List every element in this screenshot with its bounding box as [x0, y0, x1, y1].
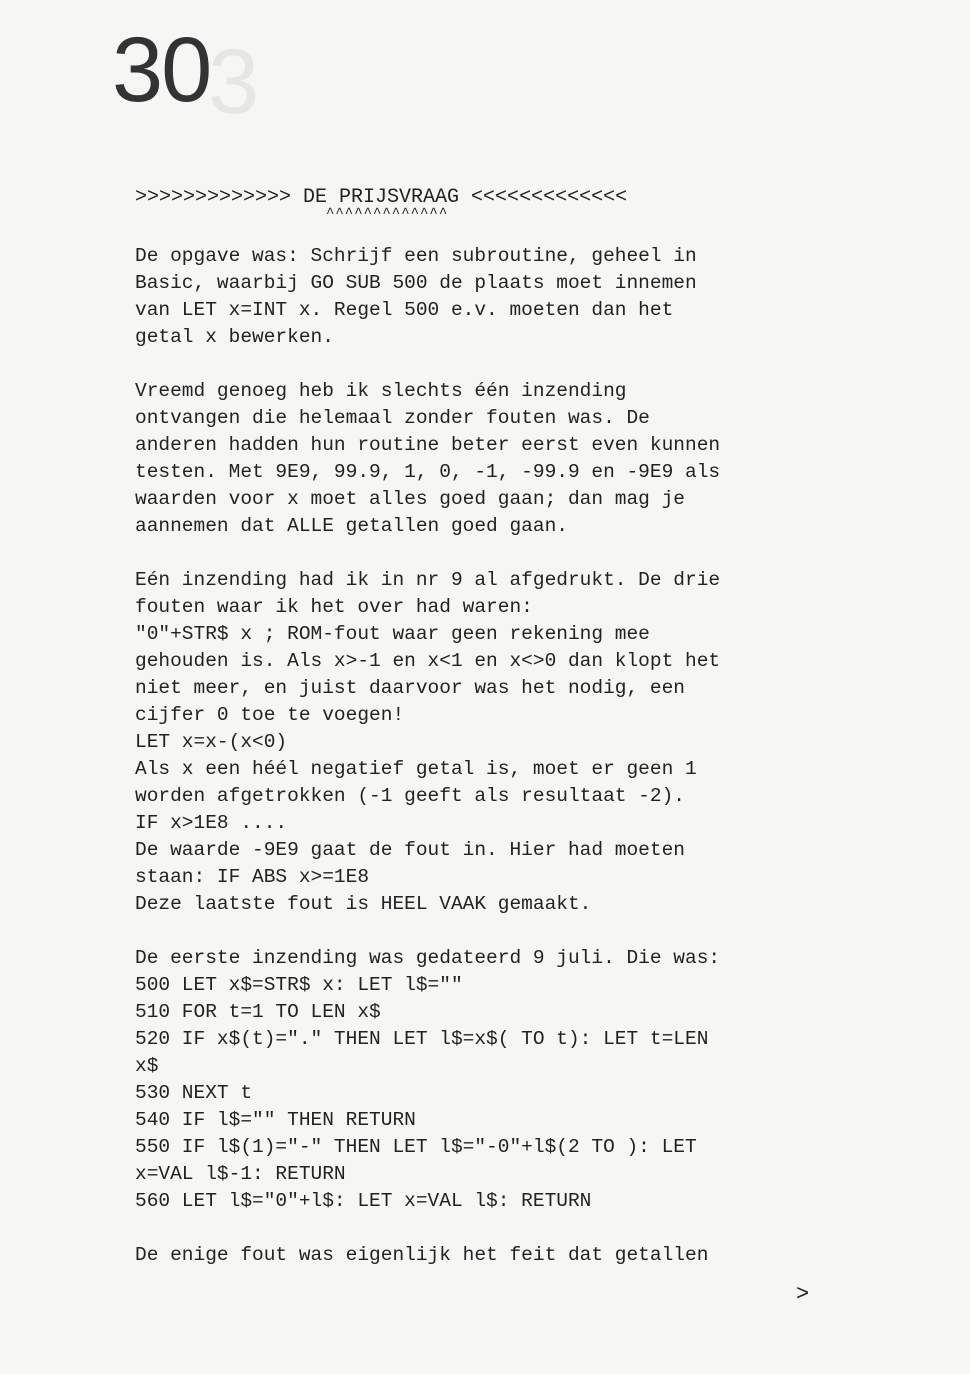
text-line: Deze laatste fout is HEEL VAAK gemaakt.	[135, 893, 592, 915]
code-line: 560 LET l$="0"+l$: LET x=VAL l$: RETURN	[135, 1190, 592, 1212]
text-line: De waarde -9E9 gaat de fout in. Hier had moeten	[135, 839, 685, 861]
text-line: anderen hadden hun routine beter eerst even kunnen	[135, 434, 721, 456]
paragraph	[135, 945, 835, 1215]
text-line: De enige fout was eigenlijk het feit dat getallen	[135, 1244, 709, 1266]
text-line: aannemen dat ALLE getallen goed gaan.	[135, 515, 568, 537]
text-line: De opgave was: Schrijf een subroutine, geheel in	[135, 245, 697, 267]
text-line: worden afgetrokken (-1 geeft als resultaat -2).	[135, 785, 685, 807]
text-line: Als x een héél negatief getal is, moet er geen 1	[135, 758, 697, 780]
text-line: cijfer 0 toe te voegen!	[135, 704, 405, 726]
paragraph	[135, 243, 835, 351]
text-line: getal x bewerken.	[135, 326, 334, 348]
code-line: 500 LET x$=STR$ x: LET l$=""	[135, 974, 463, 996]
text-line: "0"+STR$ x ; ROM-fout waar geen rekening mee	[135, 623, 650, 645]
code-line: 540 IF l$="" THEN RETURN	[135, 1109, 416, 1131]
text-line: van LET x=INT x. Regel 500 e.v. moeten dan het	[135, 299, 674, 321]
code-line: LET x=x-(x<0)	[135, 731, 288, 753]
text-line: niet meer, en juist daarvoor was het nodig, een	[135, 677, 685, 699]
paragraph	[135, 378, 835, 540]
title-underline: ^^^^^^^^^^^^^	[326, 206, 449, 222]
article-body	[135, 243, 835, 1269]
paragraph	[135, 567, 835, 918]
text-line: fouten waar ik het over had waren:	[135, 596, 533, 618]
article-title: >>>>>>>>>>>>> DE PRIJSVRAAG <<<<<<<<<<<<<	[135, 186, 628, 209]
text-line: De eerste inzending was gedateerd 9 juli. Die was:	[135, 947, 721, 969]
code-line: x=VAL l$-1: RETURN	[135, 1163, 346, 1185]
code-line: IF x>1E8 ....	[135, 812, 288, 834]
text-line: staan: IF ABS x>=1E8	[135, 866, 370, 888]
text-line: Basic, waarbij GO SUB 500 de plaats moet innemen	[135, 272, 697, 294]
code-line: 520 IF x$(t)="." THEN LET l$=x$( TO t): LET t=LEN	[135, 1028, 709, 1050]
code-line: 550 IF l$(1)="-" THEN LET l$="-0"+l$(2 TO ): LET	[135, 1136, 697, 1158]
code-line: 510 FOR t=1 TO LEN x$	[135, 1001, 381, 1023]
text-line: testen. Met 9E9, 99.9, 1, 0, -1, -99.9 en -9E9 als	[135, 461, 721, 483]
text-line: gehouden is. Als x>-1 en x<1 en x<>0 dan klopt het	[135, 650, 721, 672]
paragraph	[135, 1242, 835, 1269]
bleed-through-mark: 3	[208, 31, 260, 133]
text-line: waarden voor x moet alles goed gaan; dan mag je	[135, 488, 685, 510]
continuation-arrow-icon: >	[796, 1282, 810, 1307]
text-line: Eén inzending had ik in nr 9 al afgedrukt. De drie	[135, 569, 721, 591]
code-line: x$	[135, 1055, 159, 1077]
text-line: Vreemd genoeg heb ik slechts één inzending	[135, 380, 627, 402]
text-line: ontvangen die helemaal zonder fouten was. De	[135, 407, 650, 429]
code-line: 530 NEXT t	[135, 1082, 253, 1104]
page-number: 30	[112, 19, 211, 121]
